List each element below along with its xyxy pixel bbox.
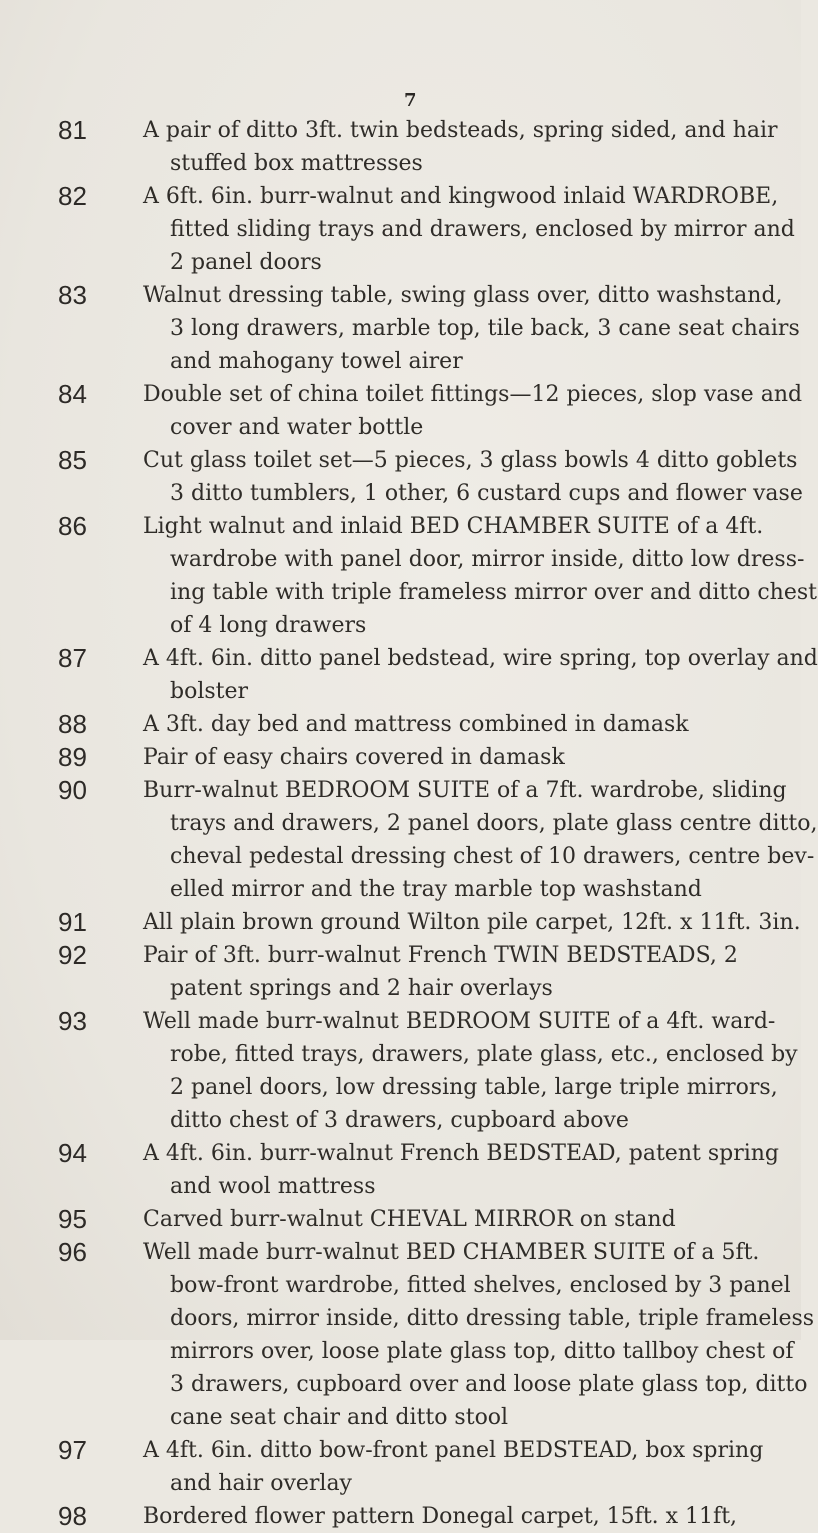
lot-description: [143, 1236, 815, 1434]
lot-description-line: of 4 long drawers: [170, 613, 367, 638]
lot-description: [143, 444, 803, 510]
lot-description: [143, 180, 795, 279]
lot-description-line: ing table with triple frameless mirror over and ditto chest: [170, 580, 817, 605]
lot-description: [143, 906, 801, 939]
lot-description-line: bow-front wardrobe, fitted shelves, enclosed by 3 panel: [170, 1273, 791, 1298]
lot-entry: [0, 708, 801, 741]
lot-description-line: trays and drawers, 2 panel doors, plate glass centre ditto,: [170, 811, 818, 836]
lot-description: [143, 939, 788, 1005]
lot-description: [143, 1434, 788, 1500]
lot-entry: [0, 444, 801, 510]
lot-entry: [0, 1236, 815, 1434]
page-number: 7: [404, 90, 417, 111]
lot-number: 84: [58, 379, 87, 409]
lot-description-line: A 3ft. day bed and mattress combined in damask: [143, 712, 689, 737]
lot-entry: [0, 642, 818, 708]
lot-description-line: 3 drawers, cupboard over and loose plate glass top, ditto: [170, 1372, 808, 1397]
lot-entry: [0, 906, 801, 939]
lot-number: 95: [58, 1204, 87, 1234]
lot-description-line: ditto chest of 3 drawers, cupboard above: [170, 1108, 629, 1133]
lot-description-line: Light walnut and inlaid BED CHAMBER SUITE of a 4ft.: [143, 514, 764, 539]
lot-number: 96: [58, 1237, 87, 1267]
lot-number: 93: [58, 1006, 87, 1036]
lot-description: [143, 279, 800, 378]
lot-description-line: Pair of 3ft. burr-walnut French TWIN BEDSTEADS, 2: [143, 943, 738, 968]
lot-description-line: Burr-walnut BEDROOM SUITE of a 7ft. wardrobe, sliding: [143, 778, 787, 803]
lot-description-line: 2 panel doors, low dressing table, large triple mirrors,: [170, 1075, 778, 1100]
lot-entry: [0, 180, 801, 279]
lot-description-line: Walnut dressing table, swing glass over, ditto washstand,: [143, 283, 783, 308]
lot-entry: [0, 939, 801, 1005]
lot-description-line: bolster: [170, 679, 249, 704]
lot-description-line: robe, fitted trays, drawers, plate glass, etc., enclosed by: [170, 1042, 798, 1067]
lot-description-line: All plain brown ground Wilton pile carpet, 12ft. x 11ft. 3in.: [143, 910, 801, 935]
lot-number: 86: [58, 511, 87, 541]
lot-description-line: 2 panel doors: [170, 250, 322, 275]
lot-description-line: Carved burr-walnut CHEVAL MIRROR on stand: [143, 1207, 676, 1232]
lot-description-line: patent springs and 2 hair overlays: [170, 976, 553, 1001]
lot-description: [143, 510, 817, 642]
lot-number: 81: [58, 115, 87, 145]
lot-description-line: A pair of ditto 3ft. twin bedsteads, spring sided, and hair: [143, 118, 778, 143]
lot-description-line: 3 long drawers, marble top, tile back, 3 cane seat chairs: [170, 316, 800, 341]
lot-description-line: elled mirror and the tray marble top washstand: [170, 877, 702, 902]
lot-number: 83: [58, 280, 87, 310]
lot-number: 92: [58, 940, 87, 970]
lot-entry: [0, 1434, 801, 1500]
lot-description-line: and wool mattress: [170, 1174, 376, 1199]
lot-description-line: Well made burr-walnut BED CHAMBER SUITE of a 5ft.: [143, 1240, 760, 1265]
lot-description-line: Double set of china toilet fittings—12 pieces, slop vase and: [143, 382, 803, 407]
lot-entry: [0, 741, 801, 774]
lot-entry: [0, 1137, 801, 1203]
lot-entry: [0, 1500, 801, 1533]
lot-number: 91: [58, 907, 87, 937]
lot-description-line: cane seat chair and ditto stool: [170, 1405, 509, 1430]
lot-description: [143, 741, 788, 774]
lot-number: 82: [58, 181, 87, 211]
lot-description-line: Well made burr-walnut BEDROOM SUITE of a 4ft. ward-: [143, 1009, 776, 1034]
lot-description-line: 3 ditto tumblers, 1 other, 6 custard cups and flower vase: [170, 481, 803, 506]
lot-description-line: A 4ft. 6in. burr-walnut French BEDSTEAD, patent spring: [143, 1141, 780, 1166]
lot-description: [143, 114, 788, 180]
lot-description-line: Pair of easy chairs covered in damask: [143, 745, 565, 770]
lot-description: [143, 1005, 798, 1137]
lot-description: [143, 1500, 788, 1533]
lot-description-line: and mahogany towel airer: [170, 349, 463, 374]
lot-number: 88: [58, 709, 87, 739]
lot-description-line: A 4ft. 6in. ditto panel bedstead, wire spring, top overlay and: [143, 646, 818, 671]
lot-description: [143, 1137, 788, 1203]
lot-description-line: wardrobe with panel door, mirror inside, ditto low dress-: [170, 547, 805, 572]
lot-description: [143, 642, 818, 708]
lot-description-line: cheval pedestal dressing chest of 10 drawers, centre bev-: [170, 844, 815, 869]
lot-entry: [0, 279, 801, 378]
lot-number: 98: [58, 1501, 87, 1531]
lot-entry: [0, 1203, 801, 1236]
lot-description-line: stuffed box mattresses: [170, 151, 423, 176]
lot-number: 97: [58, 1435, 87, 1465]
lot-number: 89: [58, 742, 87, 772]
lot-description-line: doors, mirror inside, ditto dressing table, triple frameless: [170, 1306, 815, 1331]
lot-description-line: and hair overlay: [170, 1471, 352, 1496]
lot-entry: [0, 114, 801, 180]
lot-entry: [0, 510, 817, 642]
lot-description-line: Bordered flower pattern Donegal carpet, 15ft. x 11ft,: [143, 1504, 738, 1529]
lot-description: [143, 708, 788, 741]
lot-number: 94: [58, 1138, 87, 1168]
lot-number: 90: [58, 775, 87, 805]
lot-description: [143, 774, 818, 906]
lot-description: [143, 378, 803, 444]
lot-description-line: fitted sliding trays and drawers, enclosed by mirror and: [170, 217, 795, 242]
lot-description-line: A 4ft. 6in. ditto bow-front panel BEDSTEAD, box spring: [143, 1438, 764, 1463]
lot-entry: [0, 1005, 801, 1137]
lot-description-line: Cut glass toilet set—5 pieces, 3 glass bowls 4 ditto goblets: [143, 448, 798, 473]
lot-description-line: mirrors over, loose plate glass top, ditto tallboy chest of: [170, 1339, 794, 1364]
lot-description-line: A 6ft. 6in. burr-walnut and kingwood inlaid WARDROBE,: [143, 184, 779, 209]
lot-list: [0, 114, 818, 1533]
lot-description: [143, 1203, 788, 1236]
lot-description-line: cover and water bottle: [170, 415, 424, 440]
lot-entry: [0, 774, 818, 906]
lot-number: 85: [58, 445, 87, 475]
lot-entry: [0, 378, 801, 444]
lot-number: 87: [58, 643, 87, 673]
